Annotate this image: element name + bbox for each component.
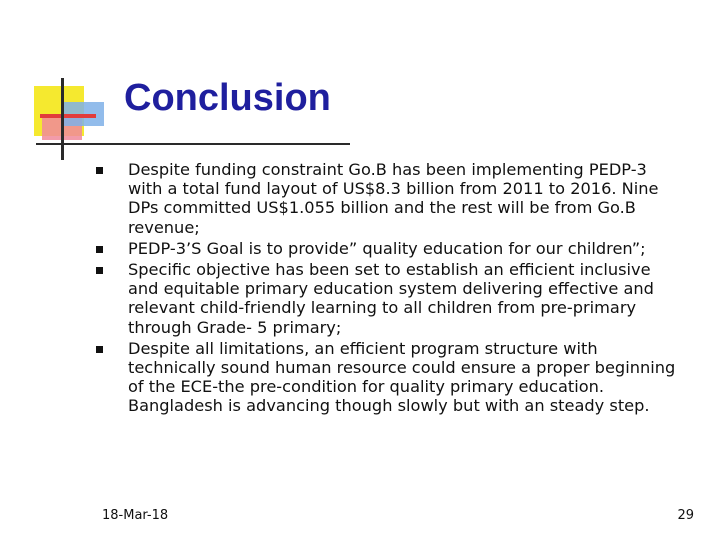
bullet-text: PEDP-3’S Goal is to provide” quality education for our children”; bbox=[128, 238, 646, 258]
decor-vertical-line bbox=[61, 78, 64, 160]
bullet-text: Despite all limitations, an efficient program structure with technically sound human resource could ensure a proper beginning of the ECE-the pre-condition for quality primary education. Bangladesh is advancing though slowly but with an steady step. bbox=[128, 338, 676, 416]
decor-horizontal-line bbox=[36, 143, 350, 145]
bullet-text: Despite funding constraint Go.B has been implementing PEDP-3 with a total fund layout of US$8.3 billion from 2011 to 2016. Nine DPs committed US$1.055 billion and the rest will be from Go.B revenue; bbox=[128, 160, 659, 237]
footer-date: 18-Mar-18 bbox=[102, 508, 169, 523]
page-number: 29 bbox=[677, 508, 694, 523]
bullet-square-icon bbox=[96, 346, 103, 353]
bullet-square-icon bbox=[96, 267, 103, 274]
slide-title: Conclusion bbox=[124, 77, 331, 119]
bullet-list bbox=[98, 160, 678, 418]
decor-red-line bbox=[40, 114, 96, 118]
bullet-text: Specific objective has been set to establish an efficient inclusive and equitable primary education system delivering effective and relevant child-friendly learning to all children from pre-primary through Grade- 5 primary; bbox=[128, 260, 654, 337]
bullet-item bbox=[98, 239, 678, 258]
bullet-square-icon bbox=[96, 167, 103, 174]
bullet-square-icon bbox=[96, 246, 103, 253]
bullet-item bbox=[98, 339, 678, 416]
bullet-item bbox=[98, 160, 678, 237]
bullet-item bbox=[98, 260, 678, 337]
